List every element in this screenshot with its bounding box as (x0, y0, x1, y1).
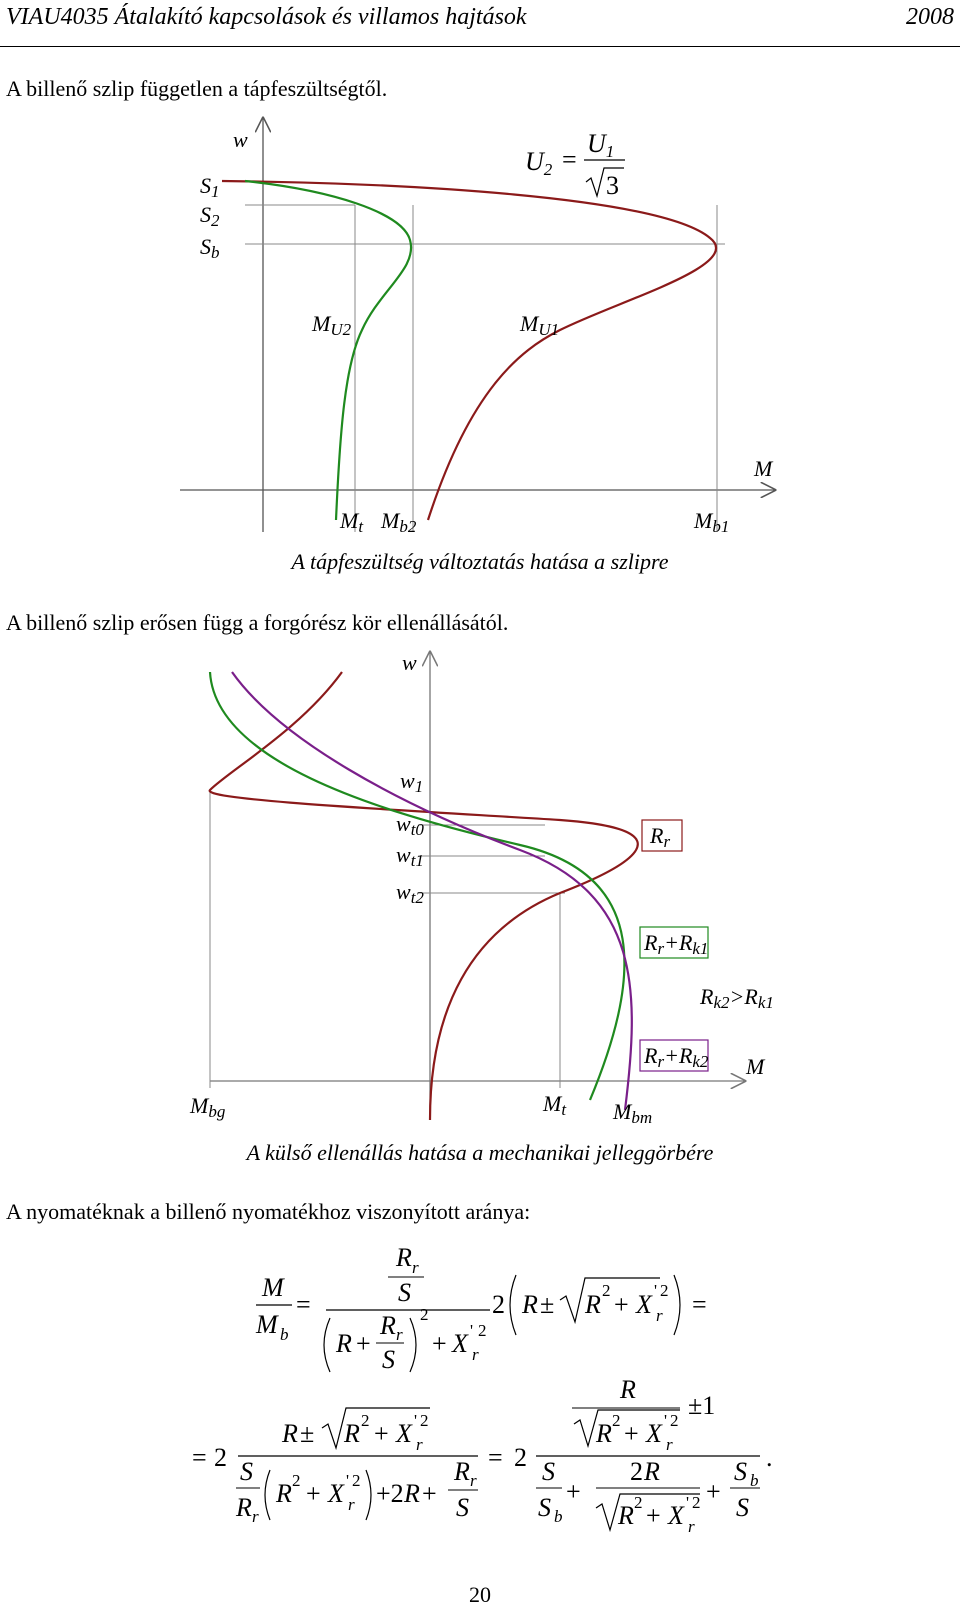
svg-text:R: R (585, 1290, 601, 1319)
svg-text:S: S (538, 1493, 551, 1522)
svg-text:b: b (554, 1507, 563, 1526)
label-S2: S (200, 202, 211, 227)
figure-2-caption: A külső ellenállás hatása a mechanikai jelleggörbére (246, 1140, 714, 1165)
svg-text:Rr: Rr (650, 823, 671, 851)
svg-text:R: R (404, 1479, 420, 1508)
axis-M-label: M (746, 1054, 765, 1079)
svg-text:S: S (382, 1345, 395, 1374)
svg-text:S: S (542, 1457, 555, 1486)
svg-text:': ' (664, 1411, 668, 1430)
svg-text:2: 2 (214, 1443, 227, 1472)
svg-text:R: R (522, 1290, 538, 1319)
svg-text:2: 2 (478, 1321, 487, 1340)
svg-text:=: = (192, 1443, 207, 1472)
svg-text:wt0: wt0 (396, 811, 424, 839)
svg-text:2: 2 (352, 1471, 361, 1490)
svg-text:b: b (280, 1325, 289, 1344)
svg-text:+: + (566, 1477, 581, 1506)
svg-text:.: . (766, 1443, 773, 1472)
label-Sb: S (200, 234, 211, 259)
svg-text:': ' (346, 1471, 350, 1490)
svg-text:2: 2 (361, 1411, 370, 1430)
curve-Rr-Rk1 (210, 672, 624, 1100)
svg-text:R: R (454, 1457, 470, 1486)
svg-text:X: X (396, 1419, 412, 1448)
svg-text:Sb: Sb (200, 234, 220, 262)
label-MU2: M (312, 311, 331, 336)
label-Rk2-gt-Rk1: Rk2>Rk1 (700, 984, 774, 1012)
svg-text:r: r (472, 1345, 479, 1364)
svg-text:R: R (276, 1479, 292, 1508)
svg-text:r: r (348, 1495, 355, 1514)
svg-text:': ' (686, 1493, 690, 1512)
curve-MU2 (245, 181, 411, 520)
label-Mt: M (340, 508, 359, 533)
svg-text:2: 2 (660, 1281, 669, 1300)
svg-text:S: S (456, 1493, 469, 1522)
svg-text:r: r (470, 1471, 477, 1490)
svg-text:+: + (306, 1479, 321, 1508)
svg-text:R: R (380, 1311, 396, 1340)
svg-text:2: 2 (612, 1411, 621, 1430)
svg-text:R: R (236, 1493, 252, 1522)
svg-text:X: X (646, 1419, 662, 1448)
label-Mt: M (543, 1091, 562, 1116)
svg-text:r: r (688, 1517, 695, 1536)
equation-U2 (525, 129, 625, 200)
svg-text:Mt: Mt (340, 508, 364, 536)
svg-text:Mbg: Mbg (190, 1093, 226, 1121)
course-title: VIAU4035 Átalakító kapcsolások és villamos hajtások (6, 4, 527, 30)
svg-text:X: X (668, 1501, 684, 1530)
svg-text:=: = (296, 1290, 311, 1319)
label-w1: w (400, 768, 415, 793)
label-Mbg: M (190, 1093, 209, 1118)
svg-text:+: + (646, 1501, 661, 1530)
svg-text:2: 2 (602, 1281, 611, 1300)
svg-text:R: R (620, 1375, 636, 1404)
svg-text:r: r (252, 1507, 259, 1526)
svg-text:R: R (282, 1419, 298, 1448)
label-Mbm: M (613, 1099, 632, 1124)
svg-text:Mb1: Mb1 (694, 508, 730, 536)
curve-Rr-Rk2 (232, 672, 632, 1110)
svg-text:+: + (614, 1290, 629, 1319)
svg-text:R: R (596, 1419, 612, 1448)
svg-text:MU1: MU1 (520, 311, 560, 339)
label-S1: S (200, 173, 211, 198)
svg-text:=: = (692, 1290, 707, 1319)
svg-text:R: R (336, 1329, 352, 1358)
figure-resistance-effect (0, 645, 960, 1125)
svg-text:+: + (374, 1419, 389, 1448)
svg-text:+2: +2 (376, 1479, 404, 1508)
paragraph-2: A billenő szlip erősen függ a forgórész kör ellenállásától. (6, 610, 509, 635)
label-Mb2: M (381, 508, 400, 533)
svg-text:Mt: Mt (543, 1091, 567, 1119)
svg-text:Mbm: Mbm (613, 1099, 653, 1127)
svg-text:±: ± (540, 1290, 555, 1319)
paragraph-1: A billenő szlip független a tápfeszültségtől. (6, 76, 388, 101)
figure-1-caption: A tápfeszültség változtatás hatása a szlipre (291, 549, 669, 574)
svg-text:M: M (256, 1310, 278, 1339)
svg-text:R: R (344, 1419, 360, 1448)
torque-ratio-equations (0, 1240, 960, 1570)
svg-text:U2: U2 (525, 147, 553, 179)
svg-text:+: + (356, 1329, 371, 1358)
svg-text:S: S (240, 1457, 253, 1486)
svg-text:2: 2 (692, 1493, 701, 1512)
svg-text:r: r (396, 1325, 403, 1344)
svg-text:3: 3 (606, 171, 619, 200)
svg-text:+: + (432, 1329, 447, 1358)
svg-text:Rr+Rk2: Rr+Rk2 (644, 1043, 709, 1071)
label-wt1: w (396, 842, 411, 867)
label-wt0: w (396, 811, 411, 836)
label-Mb1: M (694, 508, 713, 533)
svg-text:w1: w1 (400, 768, 424, 796)
header-year: 2008 (906, 4, 954, 30)
svg-text:2: 2 (514, 1443, 527, 1472)
svg-text:±1: ±1 (688, 1391, 716, 1420)
svg-text:=: = (562, 145, 577, 174)
svg-text:2: 2 (670, 1411, 679, 1430)
svg-text:2: 2 (492, 1290, 505, 1319)
svg-text:2: 2 (420, 1305, 429, 1324)
svg-text:Rr+Rk1: Rr+Rk1 (644, 930, 709, 958)
svg-text:+: + (422, 1479, 437, 1508)
svg-text:X: X (636, 1290, 652, 1319)
svg-text:Mb2: Mb2 (381, 508, 417, 536)
svg-text:': ' (414, 1411, 418, 1430)
svg-text:wt1: wt1 (396, 842, 424, 870)
svg-text:2: 2 (292, 1471, 301, 1490)
paragraph-3: A nyomatéknak a billenő nyomatékhoz viszonyított aránya: (6, 1199, 531, 1224)
svg-text:M: M (262, 1273, 284, 1302)
svg-text:': ' (654, 1281, 658, 1300)
svg-text:S: S (736, 1493, 749, 1522)
axis-w-label: w (402, 650, 417, 675)
label-MU1: M (520, 311, 539, 336)
svg-text:r: r (666, 1435, 673, 1454)
svg-text:=: = (488, 1443, 503, 1472)
svg-text:': ' (470, 1321, 474, 1340)
svg-text:+: + (624, 1419, 639, 1448)
svg-text:2: 2 (634, 1493, 643, 1512)
svg-text:±: ± (300, 1419, 315, 1448)
svg-text:r: r (656, 1306, 663, 1325)
svg-text:X: X (452, 1329, 468, 1358)
curve-MU1 (222, 181, 716, 520)
axis-w-label: w (233, 127, 248, 152)
svg-text:R: R (618, 1501, 634, 1530)
svg-text:S: S (398, 1278, 411, 1307)
axis-M-label: M (754, 456, 773, 481)
svg-text:2: 2 (630, 1457, 643, 1486)
label-wt2: w (396, 879, 411, 904)
svg-text:MU2: MU2 (312, 311, 352, 339)
svg-text:S: S (734, 1457, 747, 1486)
svg-text:X: X (328, 1479, 344, 1508)
svg-text:U1: U1 (587, 129, 615, 161)
svg-text:R: R (644, 1457, 660, 1486)
svg-text:R: R (396, 1243, 412, 1272)
svg-text:S1: S1 (200, 173, 220, 201)
svg-text:2: 2 (420, 1411, 429, 1430)
svg-text:+: + (706, 1477, 721, 1506)
svg-text:S2: S2 (200, 202, 220, 230)
page-number: 20 (469, 1582, 491, 1607)
svg-text:r: r (416, 1435, 423, 1454)
svg-text:r: r (412, 1258, 419, 1277)
svg-text:wt2: wt2 (396, 879, 424, 907)
svg-text:b: b (750, 1471, 759, 1490)
page-header (0, 0, 960, 47)
